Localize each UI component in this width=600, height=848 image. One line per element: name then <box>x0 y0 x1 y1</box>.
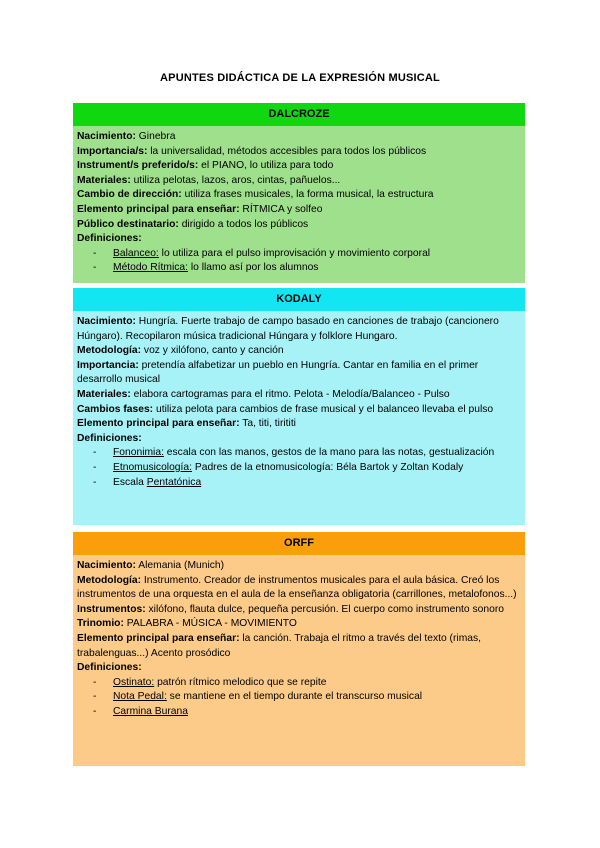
definition-prefix: Escala <box>113 476 147 488</box>
kodaly-heading: KODALY <box>73 288 525 311</box>
row-label: Materiales: <box>77 174 131 186</box>
row-text: Alemania (Munich) <box>135 560 225 571</box>
dash-bullet: - <box>93 476 97 488</box>
list-item <box>93 461 521 476</box>
dash-bullet: - <box>93 691 97 703</box>
dalcroze-cambio-row <box>77 188 521 203</box>
row-label: Materiales: <box>77 388 131 400</box>
row-text: Hungría. Fuerte trabajo de campo basado en canciones de trabajo (cancionero Húngaro). Recopilaron música tradicional Húngara y folklore Hungaro. <box>77 316 499 342</box>
definition-term: Balanceo: <box>113 247 159 259</box>
orff-trinomio-row <box>77 617 521 632</box>
definition-text: se mantiene en el tiempo durante el transcurso musical <box>166 691 423 703</box>
kodaly-definiciones-label: Definiciones: <box>77 432 142 444</box>
orff-metodologia-row <box>77 574 521 603</box>
row-text: utiliza pelotas, lazos, aros, cintas, pañuelos... <box>130 174 341 186</box>
list-item <box>93 690 521 705</box>
definition-term: Etnomusicología: <box>113 461 192 473</box>
kodaly-section <box>73 288 525 525</box>
row-label: Nacimiento: <box>77 316 136 327</box>
dash-bullet: - <box>93 461 97 473</box>
row-label: Cambios fases: <box>77 403 154 415</box>
definition-text: lo utiliza para el pulso improvisación y movimiento corporal <box>158 247 431 259</box>
dash-bullet: - <box>93 447 97 459</box>
row-label: Importancia: <box>77 359 139 371</box>
row-label: Cambio de dirección: <box>77 189 182 201</box>
orff-section <box>73 532 525 766</box>
dalcroze-instrumento-row <box>77 159 521 174</box>
orff-instrumentos-row <box>77 603 521 618</box>
kodaly-nacimiento-row <box>77 315 521 344</box>
row-label: Metodología: <box>77 345 142 357</box>
row-label: Instrument/s preferido/s: <box>77 160 199 172</box>
row-label: Elemento principal para enseñar: <box>77 203 240 215</box>
dash-bullet: - <box>93 676 97 688</box>
orff-body <box>73 555 525 766</box>
row-text: elabora cartogramas para el ritmo. Pelota - Melodía/Balanceo - Pulso <box>130 388 450 400</box>
list-item <box>93 261 521 276</box>
kodaly-definitions-list <box>77 446 521 490</box>
dalcroze-nacimiento-row <box>77 130 521 145</box>
row-text: la canción. Trabaja el ritmo a través del texto (rimas, trabalenguas...) Acento prosódico <box>77 632 482 659</box>
dalcroze-importancia-row <box>77 145 521 160</box>
row-text: la universalidad, métodos accesibles para todos los públicos <box>147 145 427 157</box>
dash-bullet: - <box>93 247 97 259</box>
dalcroze-section <box>73 103 525 283</box>
dalcroze-heading: DALCROZE <box>73 103 525 126</box>
list-item <box>93 247 521 262</box>
row-text: el PIANO, lo utiliza para todo <box>198 160 334 172</box>
row-label: Público destinatario: <box>77 218 179 230</box>
row-label: Nacimiento: <box>77 560 136 571</box>
row-text: Ginebra <box>135 131 176 142</box>
row-label: Metodología: <box>77 574 142 586</box>
kodaly-body <box>73 311 525 525</box>
orff-definiciones-label: Definiciones: <box>77 662 142 674</box>
list-item <box>93 446 521 461</box>
row-text: PALABRA - MÚSICA - MOVIMIENTO <box>123 618 297 630</box>
definition-term: Ostinato: <box>113 676 155 688</box>
row-text: voz y xilófono, canto y canción <box>141 345 284 357</box>
row-label: Elemento principal para enseñar: <box>77 418 240 430</box>
row-label: Importancia/s: <box>77 145 148 157</box>
orff-elemento-row <box>77 632 521 661</box>
definition-text: Padres de la etnomusicología: Béla Bartok y Zoltan Kodaly <box>192 461 464 473</box>
orff-definitions-list <box>77 676 521 720</box>
row-text: dirigido a todos los públicos <box>178 218 309 230</box>
definition-term: Método Rítmica: <box>113 262 188 274</box>
dalcroze-materiales-row <box>77 174 521 189</box>
list-item <box>93 476 521 491</box>
definition-text: lo llamo así por los alumnos <box>187 262 319 274</box>
definition-term: Carmina Burana <box>113 705 188 717</box>
definition-text: escala con las manos, gestos de la mano para las notas, gestualización <box>163 447 495 459</box>
kodaly-metodologia-row <box>77 344 521 359</box>
row-label: Trinomio: <box>77 618 124 630</box>
row-text: utiliza frases musicales, la forma musical, la estructura <box>181 189 434 201</box>
list-item <box>93 705 521 720</box>
row-label: Elemento principal para enseñar: <box>77 632 240 644</box>
dash-bullet: - <box>93 705 97 717</box>
row-text: xilófono, flauta dulce, pequeña percusión. El cuerpo como instrumento sonoro <box>145 603 504 615</box>
dash-bullet: - <box>93 262 97 274</box>
kodaly-elemento-row <box>77 417 521 432</box>
row-text: pretendía alfabetizar un pueblo en Hungría. Cantar en familia en el primer desarrollo musical <box>77 359 479 386</box>
dalcroze-body <box>73 126 525 283</box>
document-title: APUNTES DIDÁCTICA DE LA EXPRESIÓN MUSICAL <box>160 72 440 84</box>
definition-term: Fononimia: <box>113 447 164 459</box>
orff-nacimiento-row <box>77 559 521 574</box>
orff-heading: ORFF <box>73 532 525 555</box>
definition-text: patrón rítmico melodico que se repite <box>154 676 327 688</box>
row-text: utiliza pelota para cambios de frase musical y el balanceo llevaba el pulso <box>153 403 494 415</box>
list-item <box>93 676 521 691</box>
definition-term: Nota Pedal: <box>113 691 167 703</box>
dalcroze-elemento-row <box>77 203 521 218</box>
dalcroze-definitions-list <box>77 247 521 276</box>
kodaly-importancia-row <box>77 359 521 388</box>
row-text: Ta, titi, tirititi <box>239 418 296 430</box>
kodaly-cambios-row <box>77 403 521 418</box>
dalcroze-publico-row <box>77 218 521 233</box>
definition-term: Pentatónica <box>146 476 202 488</box>
row-label: Instrumentos: <box>77 603 146 615</box>
kodaly-materiales-row <box>77 388 521 403</box>
row-text: RÍTMICA y solfeo <box>239 203 323 215</box>
row-label: Nacimiento: <box>77 131 136 142</box>
dalcroze-definiciones-label: Definiciones: <box>77 233 142 245</box>
row-text: Instrumento. Creador de instrumentos musicales para el aula básica. Creó los instrumentos de una orquesta en el aula de la enseñanza obligatoria (carrillones, metalofonos...) <box>77 574 517 601</box>
